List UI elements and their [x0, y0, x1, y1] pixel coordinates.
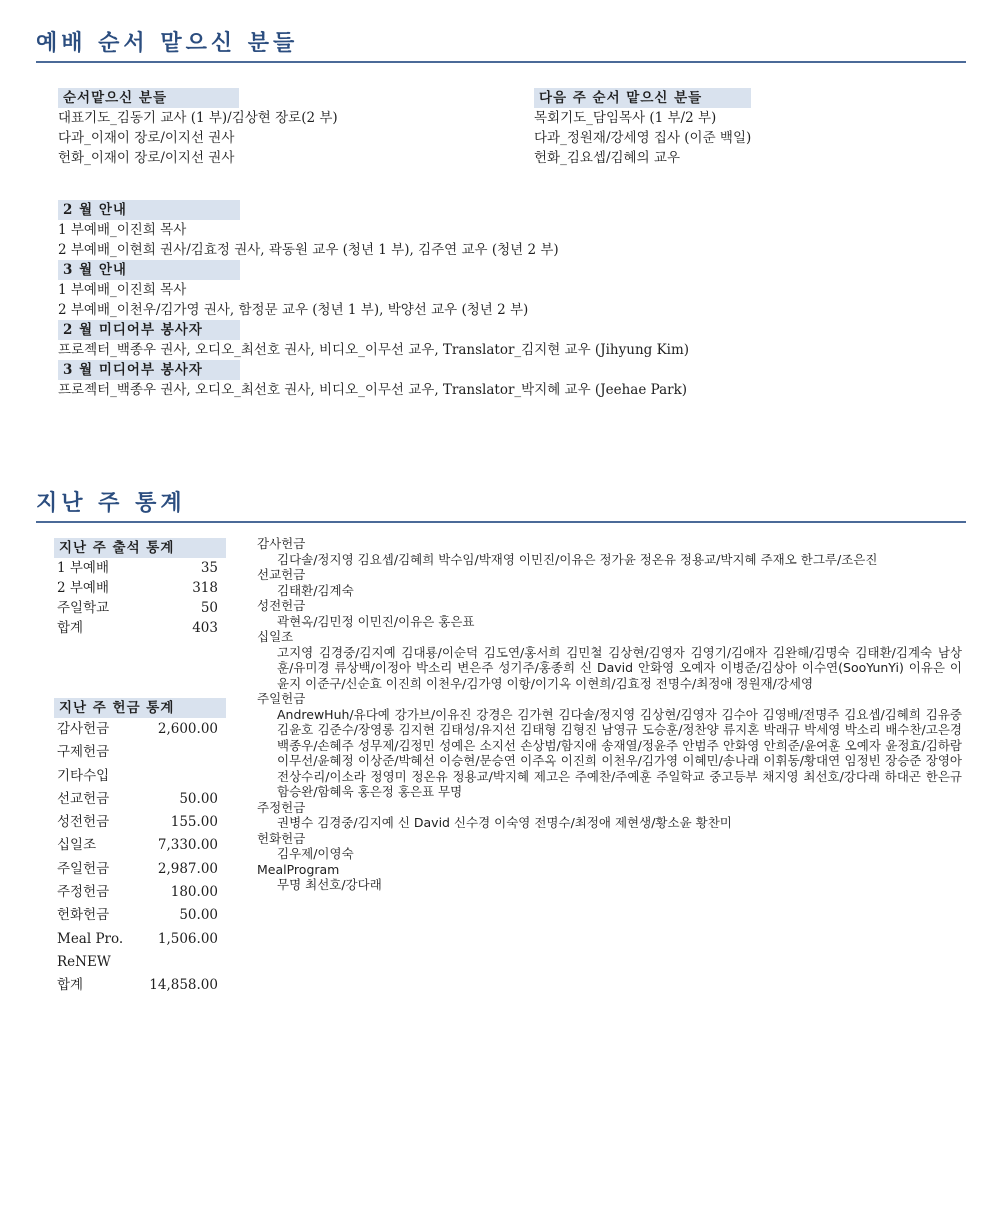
- stat-label: 감사헌금: [57, 721, 110, 737]
- stat-row: [54, 718, 226, 741]
- announcement-line: 1 부예배_이진희 목사: [58, 282, 187, 298]
- stat-row: [54, 598, 226, 618]
- next-week-role-line: 목회기도_담임목사 (1 부/2 부): [534, 110, 717, 126]
- stat-value: 2,987.00: [157, 860, 218, 877]
- announcement-line: 프로젝터_백종우 권사, 오디오_최선호 권사, 비디오_이무선 교우, Translator_김지현 교우 (Jihyung Kim): [58, 342, 690, 358]
- stat-row: [54, 811, 226, 834]
- stat-label: 2 부예배: [57, 580, 110, 596]
- offering-category-title: 감사헌금: [257, 536, 306, 551]
- next-week-role-line: 다과_정원재/강세영 집사 (이준 백일): [534, 130, 752, 146]
- stat-value: 318: [192, 580, 218, 596]
- stat-label: 합계: [57, 977, 84, 994]
- stat-row: [54, 788, 226, 811]
- stat-row: [54, 834, 226, 857]
- stat-row: [54, 928, 226, 951]
- stat-value: 35: [200, 560, 218, 576]
- stat-value: 7,330.00: [157, 837, 218, 854]
- offering-category-names: 고지영 김경중/김지예 김대룡/이순덕 김도연/홍서희 김민철 김상현/김영자 김영기/김애자 김완해/김명숙 김태환/김계숙 남상훈/유미경 류상백/이정아 박소리 변은주 성기주/홍종희 신 David 안화영 오예자 이병준/김상아 이수연(SooYunYi) 이유은 이윤지 이준구/신순효 이진희 이천우/김가영 이항/이기옥 이현희/김효정 전명수/최정애 정원재/강세영: [277, 644, 962, 691]
- this-week-roles: [58, 88, 498, 168]
- offering-category-title: MealProgram: [257, 861, 340, 877]
- stat-row: [54, 974, 226, 997]
- stat-label: 주일헌금: [57, 860, 110, 877]
- stat-label: 선교헌금: [57, 790, 110, 807]
- stat-row: [54, 881, 226, 904]
- offering-category-title: 헌화헌금: [257, 830, 306, 846]
- stat-row: [54, 765, 226, 788]
- stat-value: 1,506.00: [157, 930, 218, 947]
- next-week-role-line: 헌화_김요셉/김혜의 교우: [534, 150, 680, 166]
- offering-category-title: 십일조: [257, 629, 294, 644]
- offering-category-names: 곽현옥/김민정 이민진/이유은 홍은표: [277, 613, 475, 629]
- monthly-announcements: [58, 200, 968, 400]
- stat-label: 기타수입: [57, 767, 110, 784]
- mar-guide-header: 3 월 안내: [58, 260, 240, 280]
- this-week-role-line: 헌화_이재이 장로/이지선 권사: [58, 150, 235, 166]
- stat-row: [54, 618, 226, 638]
- stat-value: 50.00: [179, 907, 218, 924]
- this-week-roles-header: 순서맡으신 분들: [58, 88, 239, 108]
- worship-section-title: 예배 순서 맡으신 분들: [36, 28, 966, 63]
- stat-label: 헌화헌금: [57, 907, 110, 924]
- next-week-roles-header: 다음 주 순서 맡으신 분들: [534, 88, 751, 108]
- offering-category-title: 주정헌금: [257, 799, 306, 815]
- stats-section-title: 지난 주 통계: [36, 488, 966, 523]
- stat-value: 14,858.00: [149, 977, 218, 994]
- stat-value: 155.00: [170, 814, 218, 831]
- stat-value: 2,600.00: [157, 721, 218, 737]
- stat-row: [54, 578, 226, 598]
- stat-label: 구제헌금: [57, 744, 110, 761]
- stat-label: 합계: [57, 620, 84, 636]
- attendance-stats: [54, 538, 226, 638]
- stat-label: 1 부예배: [57, 560, 110, 576]
- stat-label: 십일조: [57, 837, 97, 854]
- stat-value: 403: [192, 620, 218, 636]
- offering-category-names: 김태환/김계숙: [277, 582, 354, 598]
- announcement-line: 2 부예배_이현희 권사/김효정 권사, 곽동원 교우 (청년 1 부), 김주연 교우 (청년 2 부): [58, 242, 559, 258]
- feb-guide-header: 2 월 안내: [58, 200, 240, 220]
- stat-row: [54, 858, 226, 881]
- announcement-line: 프로젝터_백종우 권사, 오디오_최선호 권사, 비디오_이무선 교우, Translator_박지혜 교우 (Jeehae Park): [58, 382, 688, 398]
- stat-row: [54, 558, 226, 578]
- stat-value: 50.00: [179, 790, 218, 807]
- offering-category-title: 주일헌금: [257, 691, 306, 706]
- offering-category-names: 권병수 김경중/김지예 신 David 신수경 이숙영 전명수/최정애 제현생/황소윤 황찬미: [277, 815, 732, 830]
- stat-label: 성전헌금: [57, 814, 110, 831]
- next-week-roles: [534, 88, 954, 168]
- offering-category-title: 선교헌금: [257, 567, 306, 582]
- offering-header: 지난 주 헌금 통계: [54, 698, 226, 718]
- offering-donor-list: [257, 536, 962, 893]
- stat-row: [54, 741, 226, 764]
- offering-category-title: 성전헌금: [257, 598, 306, 613]
- stat-label: Meal Pro.: [57, 930, 124, 947]
- offering-category-names: 김다솔/정지영 김요셉/김혜희 박수임/박재영 이민진/이유은 정가윤 정온유 정용교/박지혜 주재오 한그루/조은진: [277, 551, 878, 567]
- stat-value: 180.00: [170, 884, 218, 901]
- feb-media-header: 2 월 미디어부 봉사자: [58, 320, 240, 340]
- this-week-role-line: 다과_이재이 장로/이지선 권사: [58, 130, 235, 146]
- offering-stats: [54, 698, 226, 998]
- stat-label: 주일학교: [57, 600, 110, 616]
- announcement-line: 2 부예배_이천우/김가영 권사, 함정문 교우 (청년 1 부), 박양선 교우 (청년 2 부): [58, 302, 529, 318]
- announcement-line: 1 부예배_이진희 목사: [58, 222, 187, 238]
- stat-row: [54, 904, 226, 927]
- stat-row: [54, 951, 226, 974]
- stat-label: ReNEW: [57, 953, 111, 970]
- mar-media-header: 3 월 미디어부 봉사자: [58, 360, 240, 380]
- offering-category-names: AndrewHuh/유다예 강가브/이유진 강경은 김가현 김다솔/정지영 김상현/김영자 김수아 김영배/전명주 김요셉/김혜희 김유중 김윤호 김준수/장영롱 김지현 김태성/유지선 김태형 김형진 남영규 도승훈/정찬양 류지혼 박래규 박세영 박소리 배수찬/고은경 백종우/손혜주 성무제/김정민 성예은 소지선 손상범/함지애 송재열/정윤주 안범주 안화영 안희준/윤여훈 오예자 윤정효/김하람 이무선/윤혜정 이상준/박혜선 이승현/문승연 이주옥 이진희 이천우/김가영 이혜민/송나래 이휘동/황대연 임정빈 장승준 장영아 전상수리/이소라 정영미 정온유 정용교/박지혜 제고은 주예찬/주예훈 주일학교 중고등부 채지영 최선호/강다래 하대곤 한은규 함승완/함혜욱 홍은정 홍은표 무명: [277, 706, 962, 799]
- stat-label: 주정헌금: [57, 884, 110, 901]
- offering-category-names: 김우제/이영숙: [277, 846, 354, 861]
- this-week-role-line: 대표기도_김동기 교사 (1 부)/김상현 장로(2 부): [58, 110, 338, 126]
- attendance-header: 지난 주 출석 통계: [54, 538, 226, 558]
- stat-value: 50: [200, 600, 218, 616]
- offering-category-names: 무명 최선호/강다래: [277, 877, 382, 892]
